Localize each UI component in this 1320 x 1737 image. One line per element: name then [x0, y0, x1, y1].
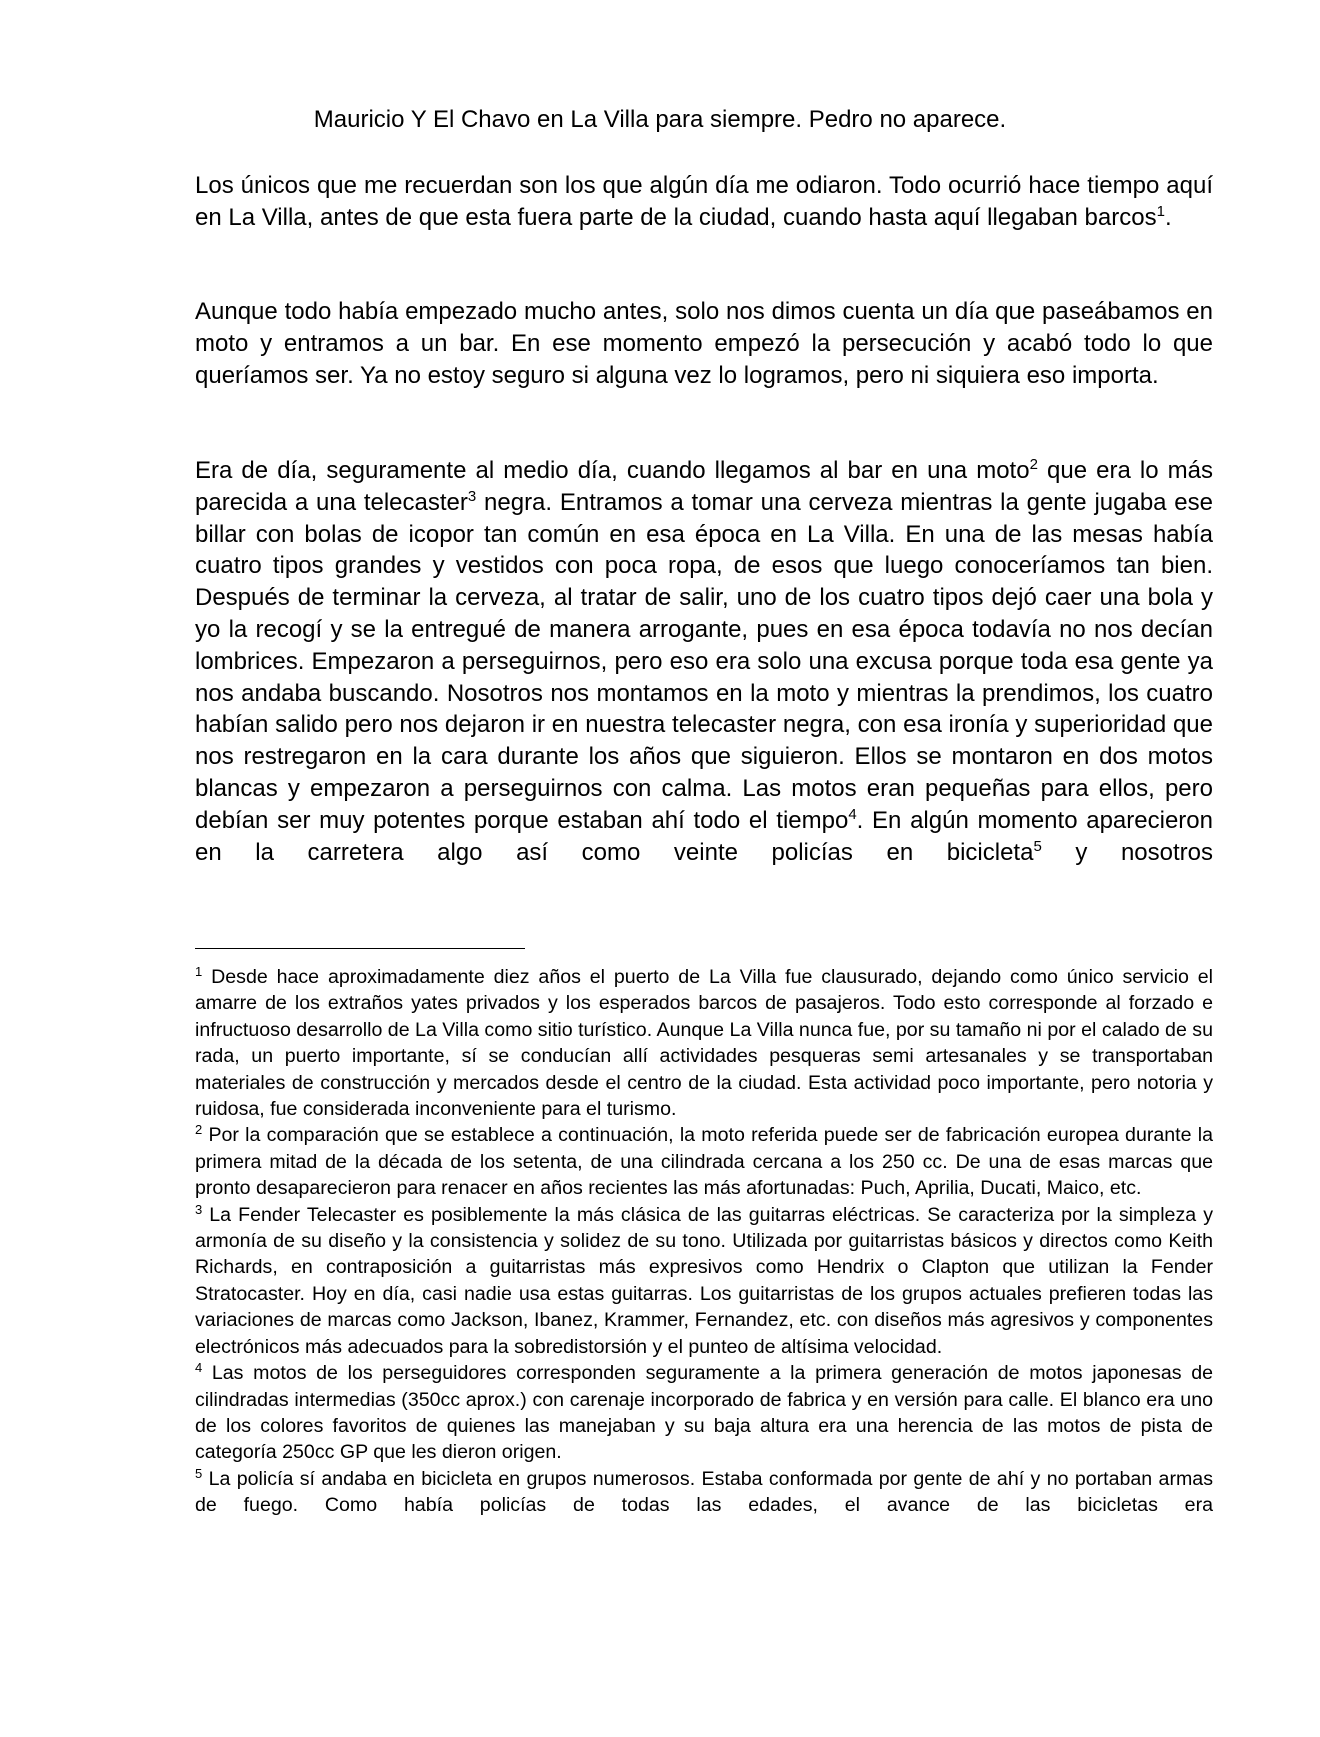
footnote-text: La policía sí andaba en bicicleta en grupos numerosos. Estaba conformada por gente de ahí y no portaban armas de fuego. Como había policías de todas las edades, el avance de las bicicletas era	[195, 1467, 1213, 1517]
footnote-ref-5: 5	[1033, 837, 1042, 855]
paragraph-3-text-d: . En algún momento aparecieron en la carretera algo así como veinte policías en bicicleta	[195, 806, 1213, 866]
footnote-1	[195, 964, 1213, 1122]
paragraph-1-end: .	[1164, 203, 1172, 231]
footnote-text: La Fender Telecaster es posiblemente la más clásica de las guitarras eléctricas. Se caracteriza por la simpleza y armonía de su diseño y la consistencia y solidez de su tono. Utilizada por guitarristas básicos y directos como Keith Richards, en contraposición a guitarristas más expresivos como Hendrix o Clapton que utilizan la Fender Stratocaster. Hoy en día, casi nadie usa estas guitarras. Los guitarristas de los grupos actuales prefieren todas las variaciones de marcas como Jackson, Ibanez, Krammer, Fernandez, etc. con diseños más agresivos y componentes electrónicos más adecuados para la sobredistorsión y el punteo de altísima velocidad.	[195, 1203, 1213, 1358]
footnote-3	[195, 1202, 1213, 1360]
footnote-number: 1	[195, 964, 203, 979]
paragraph-3-text-c: negra. Entramos a tomar una cerveza mientras la gente jugaba ese billar con bolas de icopor tan común en esa época en La Villa. En una de las mesas había cuatro tipos grandes y vestidos con poca ropa, de esos que luego conoceríamos tan bien. Después de terminar la cerveza, al tratar de salir, uno de los cuatro tipos dejó caer una bola y yo la recogí y se la entregué de manera arrogante, pues en esa época todavía no nos decían lombrices. Empezaron a perseguirnos, pero eso era solo una excusa porque toda esa gente ya nos andaba buscando. Nosotros nos montamos en la moto y mientras la prendimos, los cuatro habían salido pero nos dejaron ir en nuestra telecaster negra, con esa ironía y superioridad que nos restregaron en la cara durante los años que siguieron. Ellos se montaron en dos motos blancas y empezaron a perseguirnos con calma. Las motos eran pequeñas para ellos, pero debían ser muy potentes porque estaban ahí todo el tiempo	[195, 488, 1214, 834]
footnote-number: 3	[195, 1201, 203, 1217]
paragraph-1-text: Los únicos que me recuerdan son los que algún día me odiaron. Todo ocurrió hace tiempo aquí en La Villa, antes de que esta fuera parte de la ciudad, cuando hasta aquí llegaban barcos	[195, 172, 1213, 231]
paragraph-3	[195, 455, 1213, 868]
footnote-2	[195, 1122, 1213, 1201]
paragraph-1	[195, 170, 1213, 234]
footnote-ref-4: 4	[848, 805, 857, 823]
paragraph-3-text-e: y nosotros	[1041, 838, 1213, 866]
footnote-number: 2	[195, 1122, 203, 1138]
footnote-number: 5	[195, 1465, 203, 1481]
footnote-ref-3: 3	[467, 487, 477, 505]
paragraph-3-text-a: Era de día, seguramente al medio día, cuando llegamos al bar en una moto	[195, 457, 1030, 484]
page-title: Mauricio Y El Chavo en La Villa para siempre. Pedro no aparece.	[313, 106, 1007, 133]
paragraph-2: Aunque todo había empezado mucho antes, solo nos dimos cuenta un día que paseábamos en moto y entramos a un bar. En ese momento empezó la persecución y acabó todo lo que queríamos ser. Ya no estoy seguro si alguna vez lo logramos, pero ni siquiera eso importa.	[195, 298, 1213, 389]
footnote-text: Las motos de los perseguidores corresponden seguramente a la primera generación de motos japonesas de cilindradas intermedias (350cc aprox.) con carenaje incorporado de fabrica y en versión para calle. El blanco era uno de los colores favoritos de quienes las manejaban y su baja altura era una herencia de las motos de pista de categoría 250cc GP que les dieron origen.	[195, 1362, 1213, 1464]
footnote-4	[195, 1360, 1213, 1466]
footnote-text: Desde hace aproximadamente diez años el puerto de La Villa fue clausurado, dejando como único servicio el amarre de los extraños yates privados y los esperados barcos de pasajeros. Todo esto corresponde al forzado e infructuoso desarrollo de La Villa como sitio turístico. Aunque La Villa nunca fue, por su tamaño ni por el calado de su rada, un puerto importante, sí se conducían allí actividades pesqueras semi artesanales y se transportaban materiales de construcción y mercados desde el centro de la ciudad. Esta actividad poco importante, pero notoria y ruidosa, fue considerada inconveniente para el turismo.	[195, 966, 1213, 1121]
footnote-ref-1: 1	[1156, 202, 1165, 220]
paragraph-3-text-b: que era lo más parecida a una telecaster	[195, 457, 1214, 516]
footnote-number: 4	[195, 1360, 203, 1376]
footnote-separator	[195, 948, 525, 949]
footnote-ref-2: 2	[1029, 456, 1038, 473]
footnote-text: Por la comparación que se establece a continuación, la moto referida puede ser de fabricación europea durante la primera mitad de la década de los setenta, de una cilindrada cercana a los 250 cc. De una de esas marcas que pronto desaparecieron para renacer en años recientes las más afortunadas: Puch, Aprilia, Ducati, Maico, etc.	[195, 1124, 1213, 1200]
footnotes	[195, 964, 1213, 1519]
footnote-5	[195, 1466, 1213, 1519]
